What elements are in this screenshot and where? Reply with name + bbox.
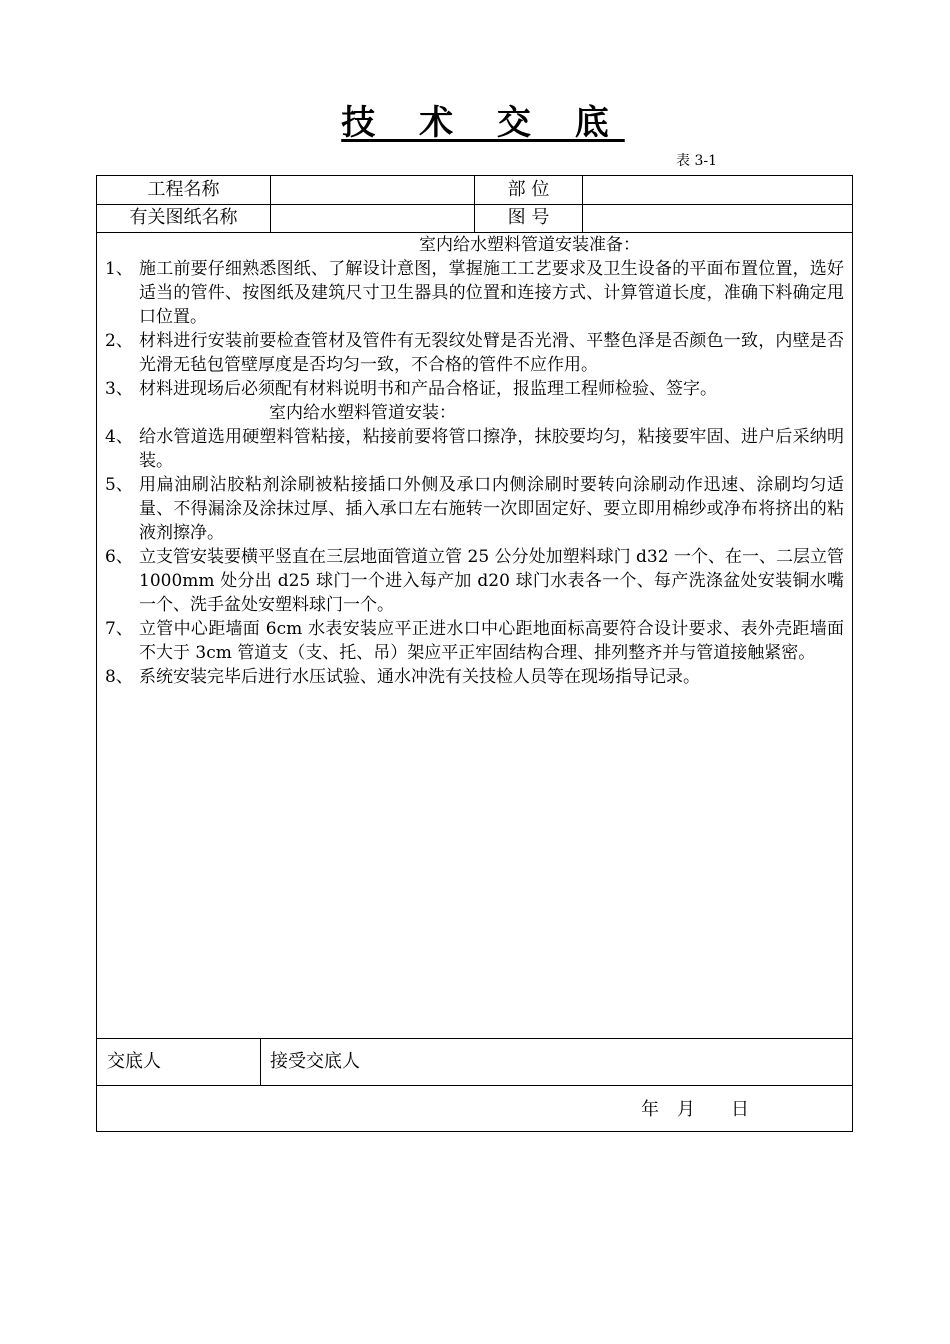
disclosure-content — [105, 233, 844, 689]
row-divider — [97, 1085, 852, 1086]
disclosure-form — [96, 175, 853, 1132]
part-label: 部 位 — [507, 179, 550, 200]
list-item — [105, 425, 844, 473]
item-text: 给水管道选用硬塑料管粘接，粘接前要将管口擦净，抹胶要均匀，粘接要牢固、进户后采纳明装。 — [139, 427, 844, 471]
date-label: 年 月 日 — [641, 1099, 749, 1120]
item-text: 材料进行安装前要检查管材及管件有无裂纹处臂是否光滑、平整色泽是否颜色一致，内壁是否光滑无毡包管壁厚度是否均匀一致，不合格的管件不应作用。 — [139, 331, 844, 375]
item-number: 4、 — [105, 427, 133, 447]
column-divider — [260, 1038, 261, 1085]
row-divider — [97, 1038, 852, 1039]
list-item — [105, 473, 844, 545]
list-item — [105, 545, 844, 617]
installation-list — [105, 425, 844, 689]
list-item — [105, 617, 844, 665]
item-number: 8、 — [105, 667, 133, 687]
item-number: 6、 — [105, 547, 133, 567]
item-text: 立支管安装要横平竖直在三层地面管道立管 25 公分处加塑料球门 d32 一个、在一、二层立管 1000mm 处分出 d25 球门一个进入每产加 d20 球门水表各一个、每产洗涤盆处安装铜水嘴一个、洗手盆处安塑料球门一个。 — [139, 547, 844, 615]
list-item — [105, 377, 844, 401]
list-item — [105, 329, 844, 377]
item-text: 施工前要仔细熟悉图纸、了解设计意图，掌握施工工艺要求及卫生设备的平面布置位置，选好适当的管件、按图纸及建筑尺寸卫生器具的位置和连接方式、计算管道长度，准确下料确定甩口位置。 — [139, 259, 844, 327]
drawing-name-label: 有关图纸名称 — [129, 207, 238, 228]
section-heading-preparation: 室内给水塑料管道安装准备： — [419, 235, 640, 255]
item-number: 1、 — [105, 259, 133, 279]
item-number: 3、 — [105, 379, 133, 399]
project-name-label: 工程名称 — [147, 179, 220, 200]
column-divider — [582, 176, 583, 232]
column-divider — [270, 176, 271, 232]
list-item — [105, 665, 844, 689]
item-text: 系统安装完毕后进行水压试验、通水冲洗有关技检人员等在现场指导记录。 — [139, 667, 700, 687]
preparation-list — [105, 257, 844, 401]
item-text: 用扁油刷沾胶粘剂涂刷被粘接插口外侧及承口内侧涂刷时要转向涂刷动作迅速、涂刷均匀适量、不得漏涂及涂抹过厚、插入承口左右施转一次即固定好、要立即用棉纱或净布将挤出的粘液剂擦净。 — [139, 475, 844, 543]
item-text: 材料进现场后必须配有材料说明书和产品合格证，报监理工程师检验、签字。 — [139, 379, 717, 399]
drawing-no-label: 图 号 — [507, 207, 550, 228]
form-number: 表 3-1 — [676, 153, 717, 169]
document-title: 技 术 交 底 — [341, 103, 625, 143]
receiver-label: 接受交底人 — [270, 1051, 360, 1072]
item-text: 立管中心距墙面 6cm 水表安装应平正进水口中心距地面标高要符合设计要求、表外壳距墙面不大于 3cm 管道支（支、托、吊）架应平正牢固结构合理、排列整齐并与管道接触紧密。 — [139, 619, 844, 663]
list-item — [105, 257, 844, 329]
item-number: 7、 — [105, 619, 133, 639]
section-heading-installation: 室内给水塑料管道安装： — [269, 403, 456, 423]
discloser-label: 交底人 — [107, 1051, 161, 1072]
item-number: 2、 — [105, 331, 133, 351]
item-number: 5、 — [105, 475, 133, 495]
